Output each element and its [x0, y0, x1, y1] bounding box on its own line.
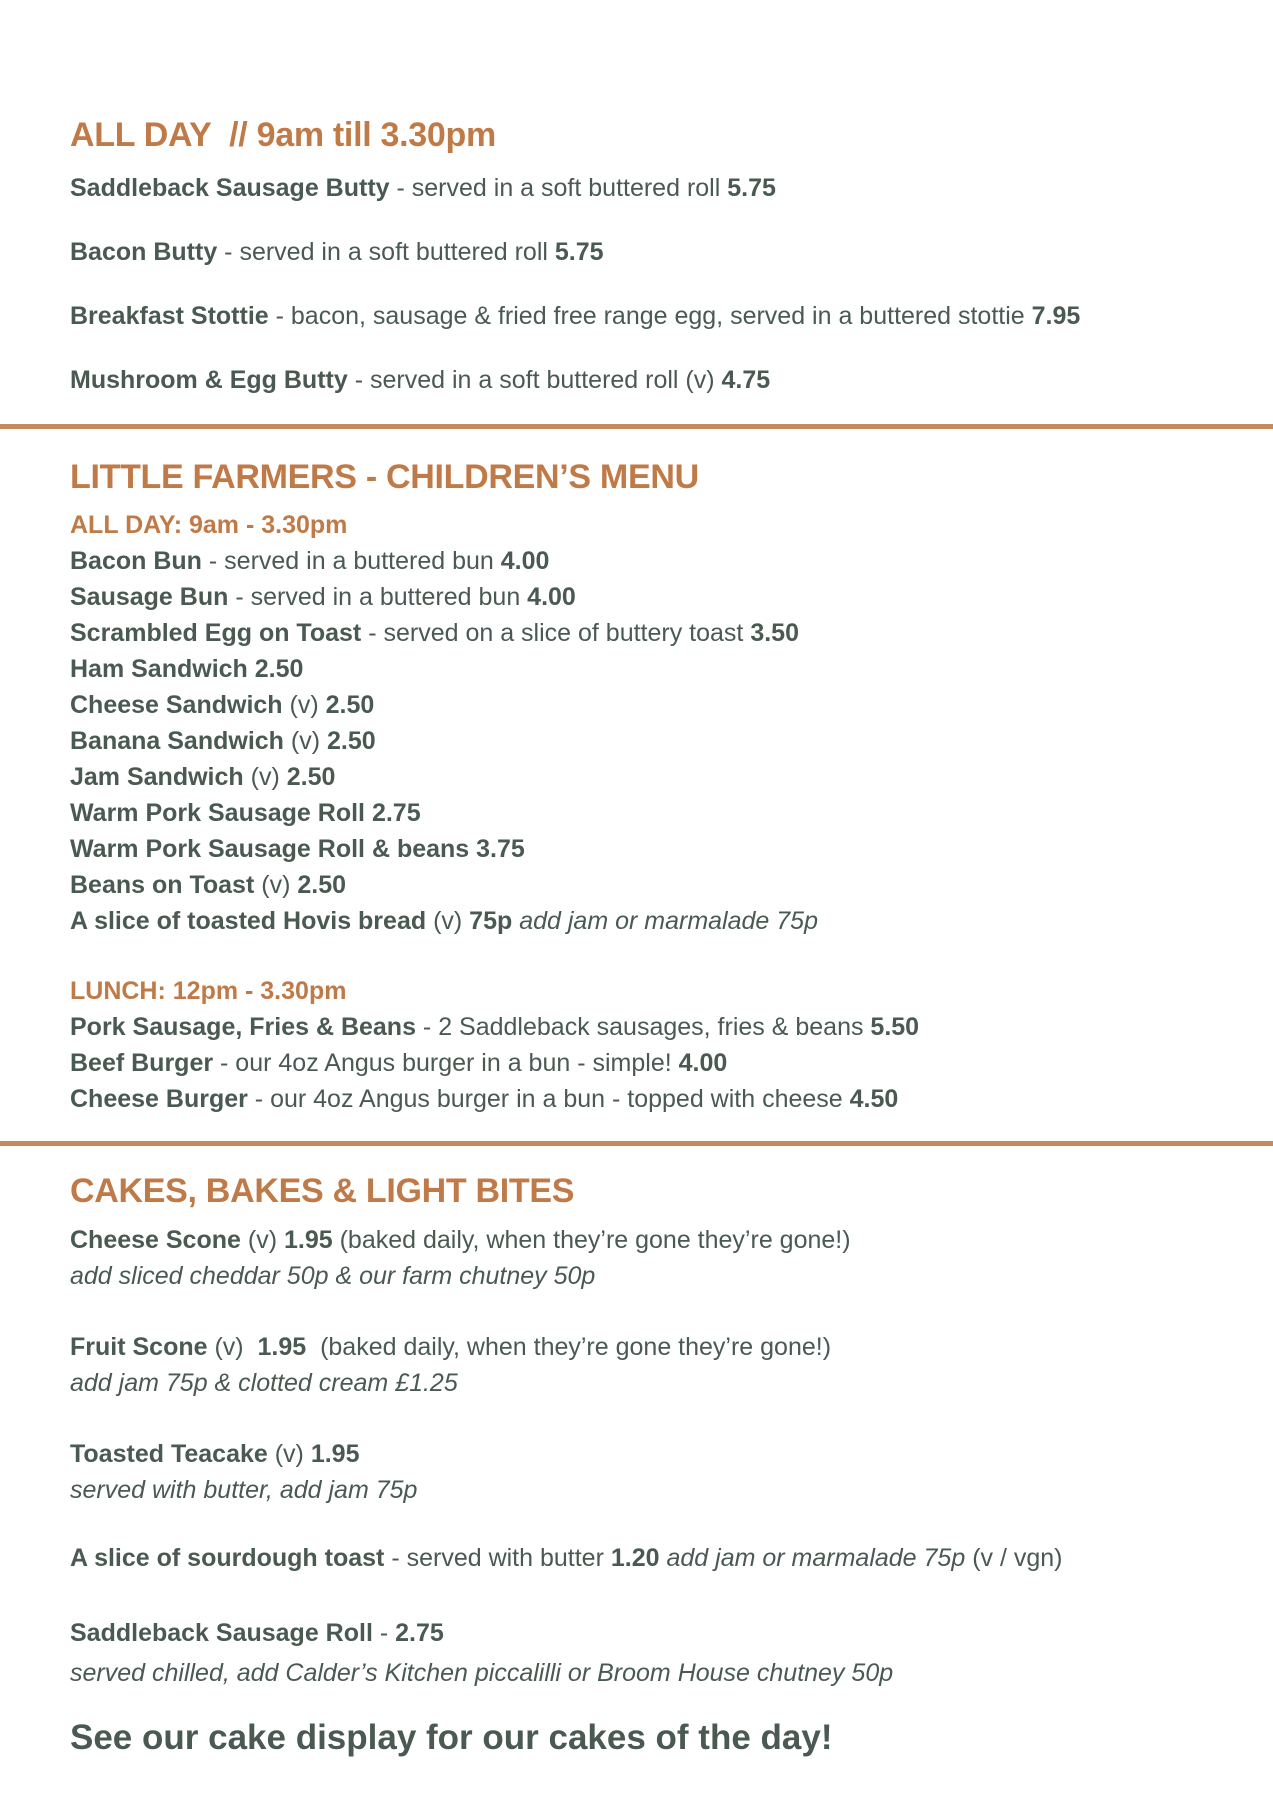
- menu-item: A slice of toasted Hovis bread (v) 75p add jam or marmalade 75p: [70, 907, 818, 935]
- menu-item: Toasted Teacake (v) 1.95: [70, 1440, 360, 1468]
- menu-item: Saddleback Sausage Butty - served in a soft buttered roll 5.75: [70, 174, 776, 202]
- section-divider: [0, 1141, 1273, 1146]
- all-day-section: [70, 118, 1243, 152]
- menu-item: Warm Pork Sausage Roll 2.75: [70, 799, 421, 827]
- menu-item: Sausage Bun - served in a buttered bun 4.00: [70, 583, 576, 611]
- section-divider: [0, 424, 1273, 429]
- closing-note: See our cake display for our cakes of the day!: [70, 1718, 833, 1757]
- menu-item: Pork Sausage, Fries & Beans - 2 Saddleback sausages, fries & beans 5.50: [70, 1013, 920, 1041]
- children-section: [70, 460, 1243, 494]
- menu-item: Cheese Burger - our 4oz Angus burger in a bun - topped with cheese 4.50: [70, 1085, 899, 1113]
- menu-item: Scrambled Egg on Toast - served on a slice of buttery toast 3.50: [70, 619, 799, 647]
- all-day-heading: ALL DAY // 9am till 3.30pm: [70, 116, 496, 154]
- menu-item-extra: served chilled, add Calder’s Kitchen piccalilli or Broom House chutney 50p: [70, 1659, 894, 1687]
- menu-item: Beans on Toast (v) 2.50: [70, 871, 347, 899]
- menu-item: Ham Sandwich 2.50: [70, 655, 304, 683]
- menu-item: Banana Sandwich (v) 2.50: [70, 727, 376, 755]
- menu-item: Beef Burger - our 4oz Angus burger in a bun - simple! 4.00: [70, 1049, 728, 1077]
- menu-item: Mushroom & Egg Butty - served in a soft buttered roll (v) 4.75: [70, 366, 771, 394]
- menu-item: Cheese Scone (v) 1.95 (baked daily, when they’re gone they’re gone!): [70, 1226, 851, 1254]
- menu-item-extra: add jam 75p & clotted cream £1.25: [70, 1369, 458, 1397]
- cakes-section: [70, 1174, 1243, 1208]
- menu-item: Jam Sandwich (v) 2.50: [70, 763, 336, 791]
- children-heading: LITTLE FARMERS - CHILDREN’S MENU: [70, 458, 699, 496]
- menu-item: Bacon Bun - served in a buttered bun 4.00: [70, 547, 550, 575]
- menu-item: Cheese Sandwich (v) 2.50: [70, 691, 375, 719]
- cakes-heading: CAKES, BAKES & LIGHT BITES: [70, 1172, 575, 1210]
- menu-item: Fruit Scone (v) 1.95 (baked daily, when they’re gone they’re gone!): [70, 1333, 832, 1361]
- children-all-day-list: [70, 507, 1243, 939]
- children-lunch-list: [70, 973, 1243, 1117]
- menu-item: Bacon Butty - served in a soft buttered roll 5.75: [70, 238, 604, 266]
- children-all-day-subheading: ALL DAY: 9am - 3.30pm: [70, 511, 348, 539]
- menu-item: Breakfast Stottie - bacon, sausage & fried free range egg, served in a buttered stottie 7.95: [70, 302, 1081, 330]
- menu-item-extra: add sliced cheddar 50p & our farm chutney 50p: [70, 1262, 596, 1290]
- menu-item-extra: served with butter, add jam 75p: [70, 1476, 418, 1504]
- menu-item: A slice of sourdough toast - served with butter 1.20 add jam or marmalade 75p (v / vgn): [70, 1544, 1063, 1572]
- menu-item: Saddleback Sausage Roll - 2.75: [70, 1619, 444, 1647]
- children-lunch-subheading: LUNCH: 12pm - 3.30pm: [70, 977, 347, 1005]
- menu-item: Warm Pork Sausage Roll & beans 3.75: [70, 835, 525, 863]
